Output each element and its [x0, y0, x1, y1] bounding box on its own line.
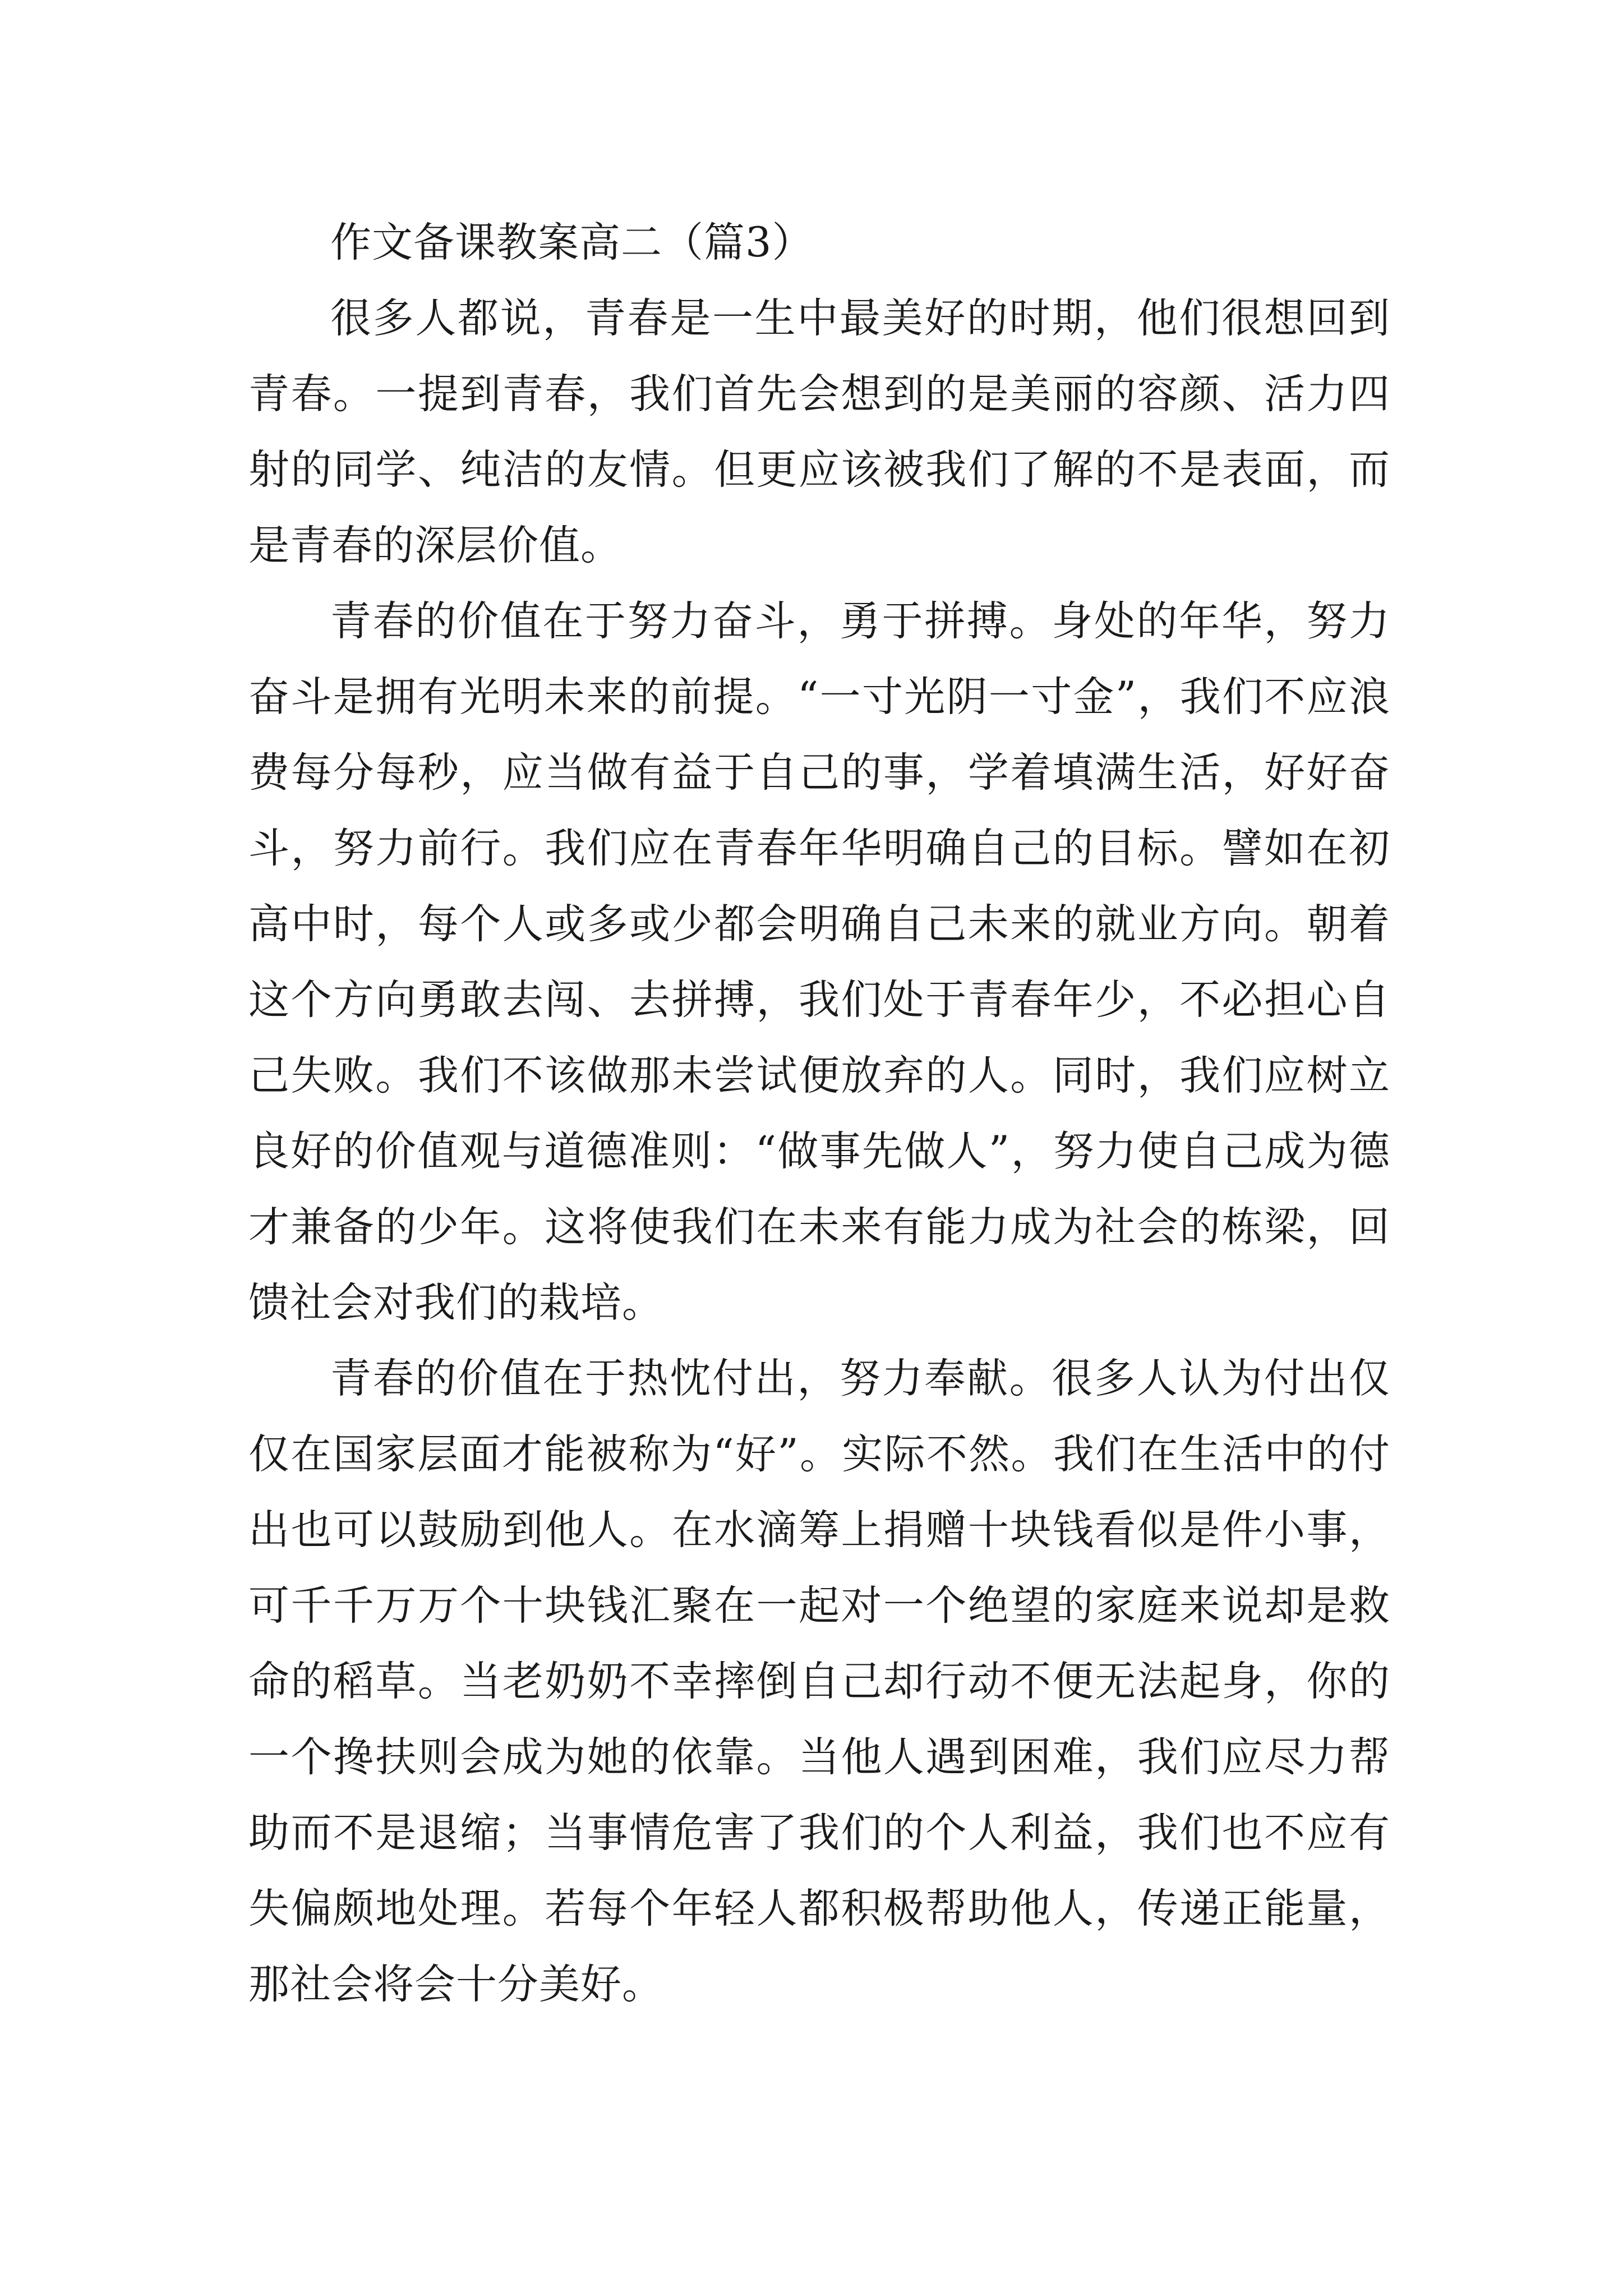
- paragraph-struggle: 青春的价值在于努力奋斗，勇于拼搏。身处的年华，努力奋斗是拥有光明未来的前提。“一寸光阴一寸金”，我们不应浪费每分每秒，应当做有益于自己的事，学着填满生活，好好奋斗，努力前行。我们应在青春年华明确自己的目标。譬如在初高中时，每个人或多或少都会明确自己未来的就业方向。朝着这个方向勇敢去闯、去拼搏，我们处于青春年少，不必担心自己失败。我们不该做那未尝试便放弃的人。同时，我们应树立良好的价值观与道德准则：“做事先做人”，努力使自己成为德才兼备的少年。这将使我们在未来有能力成为社会的栋梁，回馈社会对我们的栽培。: [248, 597, 1390, 1327]
- paragraph-dedication: 青春的价值在于热忱付出，努力奉献。很多人认为付出仅仅在国家层面才能被称为“好”。实际不然。我们在生活中的付出也可以鼓励到他人。在水滴筹上捐赠十块钱看似是件小事，可千千万万个十块钱汇聚在一起对一个绝望的家庭来说却是救命的稻草。当老奶奶不幸摔倒自己却行动不便无法起身，你的一个搀扶则会成为她的依靠。当他人遇到困难，我们应尽力帮助而不是退缩；当事情危害了我们的个人利益，我们也不应有失偏颇地处理。若每个年轻人都积极帮助他人，传递正能量，那社会将会十分美好。: [248, 1355, 1390, 2008]
- document-title: 作文备课教案高二（篇3）: [330, 219, 814, 266]
- paragraph-intro: 很多人都说，青春是一生中最美好的时期，他们很想回到青春。一提到青春，我们首先会想到的是美丽的容颜、活力四射的同学、纯洁的友情。但更应该被我们了解的不是表面，而是青春的深层价值。: [248, 295, 1390, 569]
- document-body: [248, 205, 1390, 2022]
